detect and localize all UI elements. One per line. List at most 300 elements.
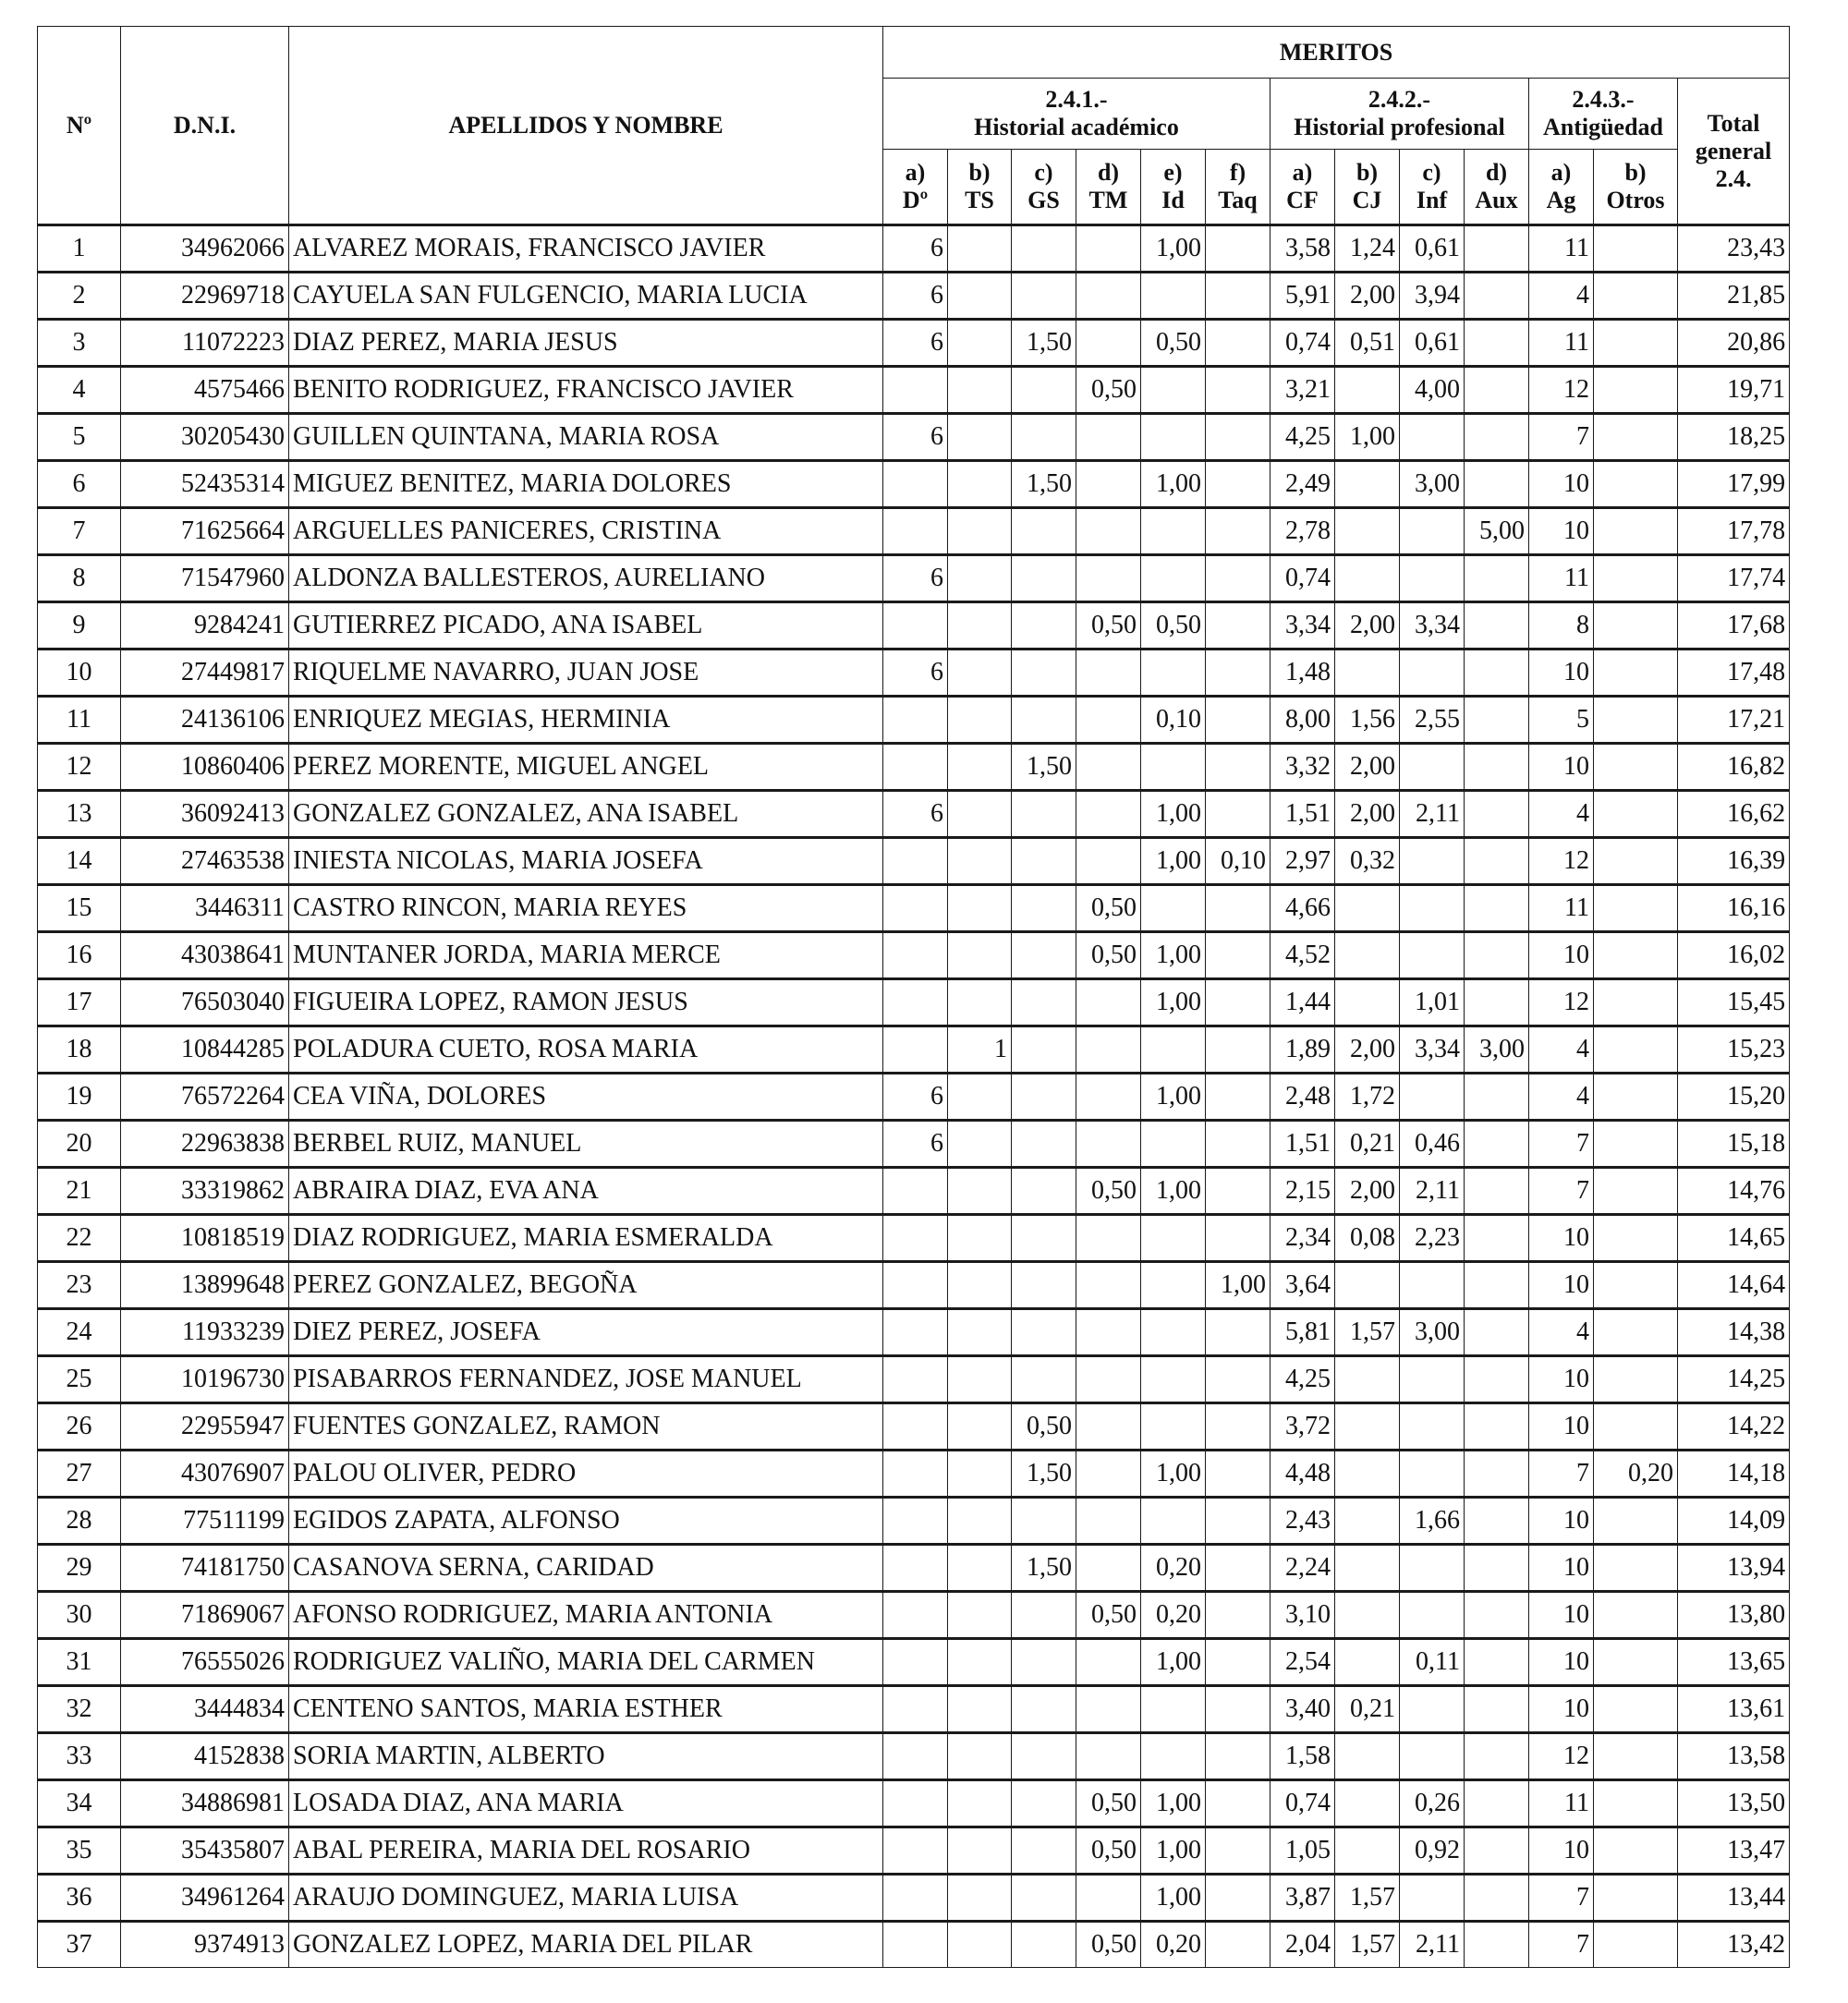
row-merit-value: 1,00 xyxy=(1141,1168,1206,1215)
row-merit-value: 0,51 xyxy=(1335,320,1400,367)
row-merit-value xyxy=(1141,1733,1206,1780)
row-merit-value xyxy=(1335,1451,1400,1498)
row-merit-value xyxy=(1335,1262,1400,1309)
row-total: 13,47 xyxy=(1678,1827,1790,1875)
row-merit-value: 2,23 xyxy=(1400,1215,1465,1262)
row-merit-value: 1,00 xyxy=(1141,461,1206,508)
row-dni: 71547960 xyxy=(121,555,289,602)
row-merit-value xyxy=(1076,1639,1141,1686)
row-merit-value xyxy=(1012,1121,1076,1168)
row-merit-value xyxy=(1206,508,1270,555)
row-merit-value xyxy=(1012,414,1076,461)
row-total: 15,18 xyxy=(1678,1121,1790,1168)
row-total: 15,20 xyxy=(1678,1074,1790,1121)
row-name: RODRIGUEZ VALIÑO, MARIA DEL CARMEN xyxy=(289,1639,883,1686)
row-number: 24 xyxy=(38,1309,121,1356)
row-merit-value xyxy=(1400,508,1465,555)
row-merit-value: 3,72 xyxy=(1270,1403,1335,1451)
row-merit-value xyxy=(1206,1780,1270,1827)
row-merit-value xyxy=(1465,791,1529,838)
row-merit-value xyxy=(1594,744,1678,791)
row-merit-value: 6 xyxy=(883,414,948,461)
row-number: 28 xyxy=(38,1498,121,1545)
row-merit-value xyxy=(883,1215,948,1262)
row-merit-value: 0,50 xyxy=(1141,602,1206,649)
row-merit-value xyxy=(948,885,1012,932)
row-merit-value xyxy=(1335,932,1400,979)
row-merit-value: 3,00 xyxy=(1400,1309,1465,1356)
row-merit-value xyxy=(1076,744,1141,791)
row-dni: 9284241 xyxy=(121,602,289,649)
row-merit-value: 7 xyxy=(1529,1451,1594,1498)
header-subcol: c) GS xyxy=(1012,150,1076,225)
row-merit-value xyxy=(1206,744,1270,791)
row-merit-value xyxy=(1465,602,1529,649)
row-dni: 76503040 xyxy=(121,979,289,1026)
table-row xyxy=(38,979,1790,1026)
row-merit-value xyxy=(948,225,1012,273)
row-merit-value xyxy=(1141,273,1206,320)
table-row xyxy=(38,1875,1790,1922)
row-merit-value xyxy=(1076,320,1141,367)
row-merit-value xyxy=(1076,1686,1141,1733)
row-merit-value: 0,21 xyxy=(1335,1121,1400,1168)
row-merit-value xyxy=(1465,1686,1529,1733)
row-merit-value xyxy=(1594,1827,1678,1875)
row-merit-value xyxy=(1206,602,1270,649)
row-name: ARAUJO DOMINGUEZ, MARIA LUISA xyxy=(289,1875,883,1922)
row-merit-value: 1,89 xyxy=(1270,1026,1335,1074)
row-merit-value xyxy=(1594,1168,1678,1215)
row-dni: 43038641 xyxy=(121,932,289,979)
table-row xyxy=(38,1922,1790,1968)
row-merit-value xyxy=(1594,838,1678,885)
row-merit-value xyxy=(948,1403,1012,1451)
row-merit-value xyxy=(1141,555,1206,602)
table-row xyxy=(38,1780,1790,1827)
row-merit-value xyxy=(1141,1262,1206,1309)
row-dni: 22969718 xyxy=(121,273,289,320)
row-merit-value xyxy=(1206,1074,1270,1121)
row-merit-value: 10 xyxy=(1529,649,1594,697)
row-merit-value: 1,00 xyxy=(1141,1827,1206,1875)
row-merit-value: 2,11 xyxy=(1400,1168,1465,1215)
row-name: RIQUELME NAVARRO, JUAN JOSE xyxy=(289,649,883,697)
row-merit-value xyxy=(1141,649,1206,697)
row-merit-value xyxy=(1012,1262,1076,1309)
row-merit-value xyxy=(1141,1403,1206,1451)
row-merit-value xyxy=(1465,1121,1529,1168)
row-total: 17,21 xyxy=(1678,697,1790,744)
row-merit-value: 4 xyxy=(1529,273,1594,320)
row-name: DIAZ RODRIGUEZ, MARIA ESMERALDA xyxy=(289,1215,883,1262)
row-merit-value xyxy=(948,1121,1012,1168)
row-merit-value: 3,58 xyxy=(1270,225,1335,273)
row-merit-value: 1,00 xyxy=(1335,414,1400,461)
row-merit-value xyxy=(1141,1121,1206,1168)
row-merit-value xyxy=(1594,414,1678,461)
row-merit-value xyxy=(948,791,1012,838)
row-merit-value: 10 xyxy=(1529,1827,1594,1875)
row-total: 13,80 xyxy=(1678,1592,1790,1639)
row-number: 7 xyxy=(38,508,121,555)
row-merit-value xyxy=(1400,1403,1465,1451)
row-merit-value xyxy=(948,320,1012,367)
row-merit-value: 5 xyxy=(1529,697,1594,744)
table-row xyxy=(38,461,1790,508)
header-subcol: f) Taq xyxy=(1206,150,1270,225)
row-merit-value: 6 xyxy=(883,555,948,602)
header-name: APELLIDOS Y NOMBRE xyxy=(289,27,883,225)
row-merit-value xyxy=(1465,1356,1529,1403)
row-merit-value: 6 xyxy=(883,320,948,367)
table-row xyxy=(38,1026,1790,1074)
row-dni: 4152838 xyxy=(121,1733,289,1780)
row-merit-value xyxy=(1076,979,1141,1026)
row-merit-value: 0,26 xyxy=(1400,1780,1465,1827)
table-row xyxy=(38,273,1790,320)
row-dni: 10844285 xyxy=(121,1026,289,1074)
row-merit-value xyxy=(1594,273,1678,320)
row-name: FIGUEIRA LOPEZ, RAMON JESUS xyxy=(289,979,883,1026)
row-merit-value: 10 xyxy=(1529,1686,1594,1733)
row-merit-value xyxy=(1012,602,1076,649)
row-merit-value xyxy=(1594,1074,1678,1121)
row-merit-value: 10 xyxy=(1529,461,1594,508)
row-merit-value xyxy=(948,1168,1012,1215)
row-merit-value xyxy=(1076,1875,1141,1922)
row-dni: 43076907 xyxy=(121,1451,289,1498)
row-total: 20,86 xyxy=(1678,320,1790,367)
table-row xyxy=(38,1309,1790,1356)
row-merit-value xyxy=(948,1498,1012,1545)
row-merit-value xyxy=(1465,649,1529,697)
row-dni: 11072223 xyxy=(121,320,289,367)
row-merit-value: 6 xyxy=(883,791,948,838)
row-merit-value: 1,58 xyxy=(1270,1733,1335,1780)
row-merit-value xyxy=(1335,1403,1400,1451)
row-merit-value xyxy=(948,555,1012,602)
row-merit-value: 3,94 xyxy=(1400,273,1465,320)
row-dni: 27463538 xyxy=(121,838,289,885)
header-subcol: b) TS xyxy=(948,150,1012,225)
row-merit-value xyxy=(1594,1639,1678,1686)
row-merit-value: 0,10 xyxy=(1141,697,1206,744)
row-number: 17 xyxy=(38,979,121,1026)
header-group-academic: 2.4.1.- Historial académico xyxy=(883,79,1270,150)
row-merit-value: 3,34 xyxy=(1270,602,1335,649)
row-number: 5 xyxy=(38,414,121,461)
row-name: ALDONZA BALLESTEROS, AURELIANO xyxy=(289,555,883,602)
row-merit-value xyxy=(1076,1403,1141,1451)
row-merit-value xyxy=(1335,1545,1400,1592)
row-merit-value xyxy=(1076,1215,1141,1262)
row-number: 3 xyxy=(38,320,121,367)
row-merit-value: 1,00 xyxy=(1141,1875,1206,1922)
row-merit-value xyxy=(1012,649,1076,697)
header-total: Total general 2.4. xyxy=(1678,79,1790,225)
row-merit-value xyxy=(1335,1356,1400,1403)
row-merit-value xyxy=(948,1639,1012,1686)
row-merit-value xyxy=(1400,932,1465,979)
row-merit-value: 2,54 xyxy=(1270,1639,1335,1686)
row-merit-value: 0,74 xyxy=(1270,555,1335,602)
row-total: 16,82 xyxy=(1678,744,1790,791)
table-row xyxy=(38,838,1790,885)
row-dni: 34886981 xyxy=(121,1780,289,1827)
row-dni: 71625664 xyxy=(121,508,289,555)
row-total: 14,25 xyxy=(1678,1356,1790,1403)
row-dni: 3446311 xyxy=(121,885,289,932)
row-merit-value xyxy=(1465,744,1529,791)
header-no: Nº xyxy=(38,27,121,225)
row-merit-value xyxy=(1206,1733,1270,1780)
row-merit-value xyxy=(1141,1026,1206,1074)
row-merit-value: 12 xyxy=(1529,979,1594,1026)
row-merit-value xyxy=(1594,1686,1678,1733)
table-row xyxy=(38,555,1790,602)
row-merit-value xyxy=(1465,1451,1529,1498)
row-merit-value: 1,50 xyxy=(1012,1545,1076,1592)
row-merit-value: 0,20 xyxy=(1141,1545,1206,1592)
row-merit-value xyxy=(1206,1922,1270,1968)
row-total: 13,61 xyxy=(1678,1686,1790,1733)
row-merit-value xyxy=(1076,649,1141,697)
row-merit-value: 3,21 xyxy=(1270,367,1335,414)
row-merit-value: 1,01 xyxy=(1400,979,1465,1026)
row-merit-value xyxy=(1400,1545,1465,1592)
row-merit-value xyxy=(1594,1309,1678,1356)
row-merit-value: 2,78 xyxy=(1270,508,1335,555)
row-total: 13,50 xyxy=(1678,1780,1790,1827)
row-merit-value: 2,49 xyxy=(1270,461,1335,508)
row-merit-value: 3,00 xyxy=(1400,461,1465,508)
row-merit-value: 4,66 xyxy=(1270,885,1335,932)
row-merit-value xyxy=(1335,1733,1400,1780)
row-merit-value xyxy=(1594,1403,1678,1451)
table-row xyxy=(38,744,1790,791)
row-merit-value xyxy=(1335,1592,1400,1639)
row-total: 13,42 xyxy=(1678,1922,1790,1968)
row-merit-value xyxy=(948,838,1012,885)
row-merit-value xyxy=(1076,1498,1141,1545)
row-name: ARGUELLES PANICERES, CRISTINA xyxy=(289,508,883,555)
row-merit-value xyxy=(1400,1733,1465,1780)
row-name: PEREZ MORENTE, MIGUEL ANGEL xyxy=(289,744,883,791)
table-row xyxy=(38,697,1790,744)
row-merit-value xyxy=(1141,367,1206,414)
row-total: 18,25 xyxy=(1678,414,1790,461)
row-name: INIESTA NICOLAS, MARIA JOSEFA xyxy=(289,838,883,885)
row-name: LOSADA DIAZ, ANA MARIA xyxy=(289,1780,883,1827)
row-merit-value xyxy=(1465,697,1529,744)
table-row xyxy=(38,414,1790,461)
row-merit-value: 1,00 xyxy=(1141,1780,1206,1827)
row-name: POLADURA CUETO, ROSA MARIA xyxy=(289,1026,883,1074)
row-total: 14,38 xyxy=(1678,1309,1790,1356)
row-merit-value: 7 xyxy=(1529,1875,1594,1922)
row-merit-value xyxy=(948,1686,1012,1733)
row-merit-value xyxy=(1465,555,1529,602)
table-row xyxy=(38,649,1790,697)
row-merit-value xyxy=(1594,979,1678,1026)
row-merit-value xyxy=(1012,1215,1076,1262)
row-number: 11 xyxy=(38,697,121,744)
row-merit-value: 11 xyxy=(1529,320,1594,367)
row-number: 33 xyxy=(38,1733,121,1780)
row-merit-value xyxy=(1594,885,1678,932)
row-merit-value: 2,48 xyxy=(1270,1074,1335,1121)
row-dni: 10860406 xyxy=(121,744,289,791)
row-merit-value xyxy=(1206,1451,1270,1498)
row-merit-value: 1,00 xyxy=(1206,1262,1270,1309)
row-merit-value: 7 xyxy=(1529,414,1594,461)
row-merit-value: 0,74 xyxy=(1270,1780,1335,1827)
row-merit-value: 1,00 xyxy=(1141,1074,1206,1121)
row-total: 17,78 xyxy=(1678,508,1790,555)
row-merit-value xyxy=(1076,225,1141,273)
row-merit-value xyxy=(1465,225,1529,273)
row-merit-value xyxy=(1206,555,1270,602)
row-merit-value xyxy=(1012,1074,1076,1121)
row-merit-value xyxy=(1465,1309,1529,1356)
row-number: 34 xyxy=(38,1780,121,1827)
row-merit-value xyxy=(1594,1262,1678,1309)
row-dni: 34962066 xyxy=(121,225,289,273)
row-merit-value xyxy=(883,885,948,932)
row-total: 13,94 xyxy=(1678,1545,1790,1592)
row-merit-value: 2,00 xyxy=(1335,744,1400,791)
row-number: 18 xyxy=(38,1026,121,1074)
row-merit-value: 10 xyxy=(1529,1262,1594,1309)
row-merit-value xyxy=(1465,461,1529,508)
row-dni: 10196730 xyxy=(121,1356,289,1403)
row-merit-value xyxy=(1206,1686,1270,1733)
row-merit-value xyxy=(883,1403,948,1451)
row-merit-value xyxy=(1465,838,1529,885)
header-subcol: a) CF xyxy=(1270,150,1335,225)
row-dni: 24136106 xyxy=(121,697,289,744)
row-merit-value xyxy=(1335,1827,1400,1875)
row-name: AFONSO RODRIGUEZ, MARIA ANTONIA xyxy=(289,1592,883,1639)
row-total: 13,44 xyxy=(1678,1875,1790,1922)
row-merit-value xyxy=(883,838,948,885)
row-number: 26 xyxy=(38,1403,121,1451)
row-merit-value xyxy=(1594,555,1678,602)
row-dni: 22955947 xyxy=(121,1403,289,1451)
row-number: 14 xyxy=(38,838,121,885)
row-merit-value xyxy=(1076,1309,1141,1356)
row-dni: 30205430 xyxy=(121,414,289,461)
row-merit-value xyxy=(1076,1121,1141,1168)
row-merit-value: 6 xyxy=(883,649,948,697)
row-name: CASANOVA SERNA, CARIDAD xyxy=(289,1545,883,1592)
row-number: 19 xyxy=(38,1074,121,1121)
row-merit-value xyxy=(1400,1451,1465,1498)
table-row xyxy=(38,1686,1790,1733)
row-merit-value: 0,32 xyxy=(1335,838,1400,885)
row-merit-value xyxy=(1012,1733,1076,1780)
header-meritos: MERITOS xyxy=(883,27,1790,79)
table-row xyxy=(38,367,1790,414)
row-merit-value xyxy=(1012,885,1076,932)
row-merit-value: 0,50 xyxy=(1076,885,1141,932)
row-merit-value xyxy=(948,461,1012,508)
row-merit-value xyxy=(1012,1356,1076,1403)
row-merit-value xyxy=(1400,1875,1465,1922)
row-number: 32 xyxy=(38,1686,121,1733)
row-merit-value xyxy=(1076,1074,1141,1121)
row-merit-value: 3,34 xyxy=(1400,1026,1465,1074)
row-merit-value xyxy=(1141,1215,1206,1262)
row-merit-value: 0,50 xyxy=(1141,320,1206,367)
row-dni: 71869067 xyxy=(121,1592,289,1639)
row-merit-value: 1,00 xyxy=(1141,979,1206,1026)
row-merit-value: 0,20 xyxy=(1141,1922,1206,1968)
row-name: SORIA MARTIN, ALBERTO xyxy=(289,1733,883,1780)
header-subcol: d) TM xyxy=(1076,150,1141,225)
row-merit-value: 1,00 xyxy=(1141,1639,1206,1686)
row-name: PEREZ GONZALEZ, BEGOÑA xyxy=(289,1262,883,1309)
row-total: 14,09 xyxy=(1678,1498,1790,1545)
row-total: 15,45 xyxy=(1678,979,1790,1026)
row-merit-value xyxy=(948,1592,1012,1639)
row-total: 16,39 xyxy=(1678,838,1790,885)
row-merit-value xyxy=(883,1451,948,1498)
table-row xyxy=(38,1827,1790,1875)
row-name: CAYUELA SAN FULGENCIO, MARIA LUCIA xyxy=(289,273,883,320)
row-merit-value xyxy=(1012,791,1076,838)
row-merit-value xyxy=(1465,1074,1529,1121)
row-merit-value: 2,04 xyxy=(1270,1922,1335,1968)
row-name: BENITO RODRIGUEZ, FRANCISCO JAVIER xyxy=(289,367,883,414)
row-merit-value: 0,50 xyxy=(1012,1403,1076,1451)
row-merit-value xyxy=(1335,555,1400,602)
row-merit-value: 4,48 xyxy=(1270,1451,1335,1498)
row-merit-value xyxy=(1076,1026,1141,1074)
row-merit-value xyxy=(1206,932,1270,979)
row-dni: 77511199 xyxy=(121,1498,289,1545)
row-merit-value xyxy=(1206,1215,1270,1262)
row-merit-value xyxy=(948,414,1012,461)
row-merit-value xyxy=(1594,1922,1678,1968)
row-merit-value xyxy=(1206,461,1270,508)
row-merit-value xyxy=(1012,838,1076,885)
row-name: FUENTES GONZALEZ, RAMON xyxy=(289,1403,883,1451)
row-merit-value xyxy=(1594,1026,1678,1074)
row-merit-value: 6 xyxy=(883,1074,948,1121)
row-merit-value xyxy=(1594,1121,1678,1168)
row-merit-value: 0,61 xyxy=(1400,225,1465,273)
row-merit-value xyxy=(1076,414,1141,461)
row-merit-value xyxy=(1206,697,1270,744)
row-merit-value xyxy=(1206,1827,1270,1875)
row-dni: 34961264 xyxy=(121,1875,289,1922)
row-merit-value xyxy=(1206,1309,1270,1356)
row-merit-value: 4,00 xyxy=(1400,367,1465,414)
row-merit-value: 0,50 xyxy=(1076,1168,1141,1215)
row-number: 6 xyxy=(38,461,121,508)
row-merit-value xyxy=(883,1026,948,1074)
row-number: 8 xyxy=(38,555,121,602)
row-total: 16,62 xyxy=(1678,791,1790,838)
row-merit-value xyxy=(1141,885,1206,932)
row-merit-value xyxy=(948,1780,1012,1827)
row-merit-value: 10 xyxy=(1529,1592,1594,1639)
row-merit-value: 1,57 xyxy=(1335,1922,1400,1968)
row-merit-value: 10 xyxy=(1529,1498,1594,1545)
row-merit-value xyxy=(1335,885,1400,932)
